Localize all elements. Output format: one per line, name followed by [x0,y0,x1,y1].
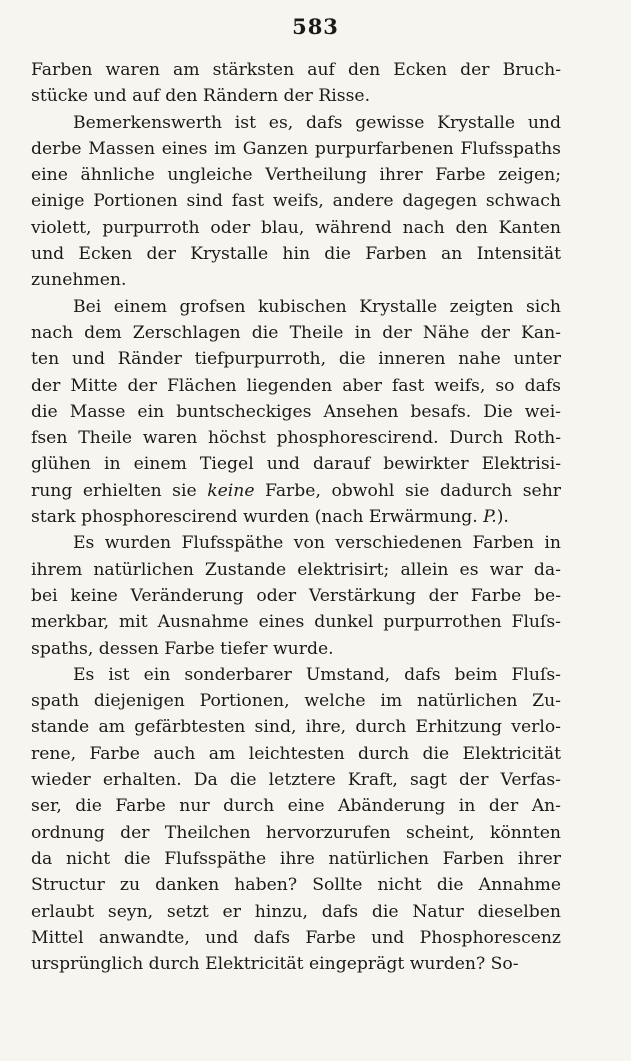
text-line: bei keine Veränderung oder Verstärkung der Farbe be- [31,585,561,606]
text-line: ursprünglich durch Elektricität eingeprägt wurden? So- [31,954,519,975]
text-line: Es ist ein sonderbarer Umstand, dafs beim Fluſs- [73,664,561,685]
text-line: ordnung der Theilchen hervorzurufen scheint, könnten [31,822,561,843]
text-line: nach dem Zerschlagen die Theile in der Nähe der Kan- [31,322,561,343]
text-segment: rung erhielten sie [31,480,208,501]
text-line [31,478,561,504]
text-line: ten und Ränder tiefpurpurroth, die inneren nahe unter [31,349,561,370]
text-line: wieder erhalten. Da die letztere Kraft, sagt der Verfas- [31,770,561,791]
text-line: und Ecken der Krystalle hin die Farben an Intensität [31,244,561,265]
text-line: stücke und auf den Rändern der Risse. [31,86,371,107]
text-line: Bemerkenswerth ist es, dafs gewisse Krystalle und [73,112,561,133]
text-line: fsen Theile waren höchst phosphorescirend. Durch Roth- [31,428,561,449]
text-line: eine ähnliche ungleiche Vertheilung ihrer Farbe zeigen; [31,165,561,186]
text-segment: Farbe, obwohl sie dadurch sehr [254,480,561,501]
text-line: ser, die Farbe nur durch eine Abänderung in der An- [31,796,561,817]
text-line: erlaubt seyn, setzt er hinzu, dafs die Natur dieselben [31,901,561,922]
emphasized-word: keine [207,480,255,501]
body-text [31,57,561,977]
text-line: glühen in einem Tiegel und darauf bewirkter Elektrisi- [31,454,561,475]
text-line: ihrem natürlichen Zustande elektrisirt; allein es war da- [31,559,561,580]
text-line: Bei einem grofsen kubischen Krystalle zeigten sich [73,296,561,317]
text-line: spaths, dessen Farbe tiefer wurde. [31,638,334,659]
text-line [31,504,561,530]
text-line: da nicht die Flufsspäthe ihre natürlichen Farben ihrer [31,848,561,869]
text-line: rene, Farbe auch am leichtesten durch die Elektricität [31,743,561,764]
text-line: Farben waren am stärksten auf den Ecken der Bruch- [31,60,561,80]
text-line: violett, purpurroth oder blau, während nach den Kanten [31,217,561,238]
text-line: die Masse ein buntscheckiges Ansehen besafs. Die wei- [31,401,561,422]
text-line: merkbar, mit Ausnahme eines dunkel purpurrothen Fluſs- [31,612,561,633]
text-line: zunehmen. [31,270,127,291]
text-segment: stark phosphorescirend wurden (nach Erwärmung. [31,507,484,528]
text-line: Mittel anwandte, und dafs Farbe und Phosphorescenz [31,927,561,948]
text-line: derbe Massen eines im Ganzen purpurfarbenen Flufsspaths [31,138,561,159]
page-number: 583 [292,14,339,39]
text-line: Es wurden Flufsspäthe von verschiedenen Farben in [73,533,561,554]
text-segment: ). [496,507,509,528]
text-line: Structur zu danken haben? Sollte nicht die Annahme [31,875,561,896]
text-line: der Mitte der Flächen liegenden aber fast weifs, so dafs [31,375,561,396]
text-line: spath diejenigen Portionen, welche im natürlichen Zu- [31,691,561,712]
emphasized-word: P. [483,507,497,528]
text-line: einige Portionen sind fast weifs, andere dagegen schwach [31,191,561,212]
text-line: stande am gefärbtesten sind, ihre, durch Erhitzung verlo- [31,717,561,738]
